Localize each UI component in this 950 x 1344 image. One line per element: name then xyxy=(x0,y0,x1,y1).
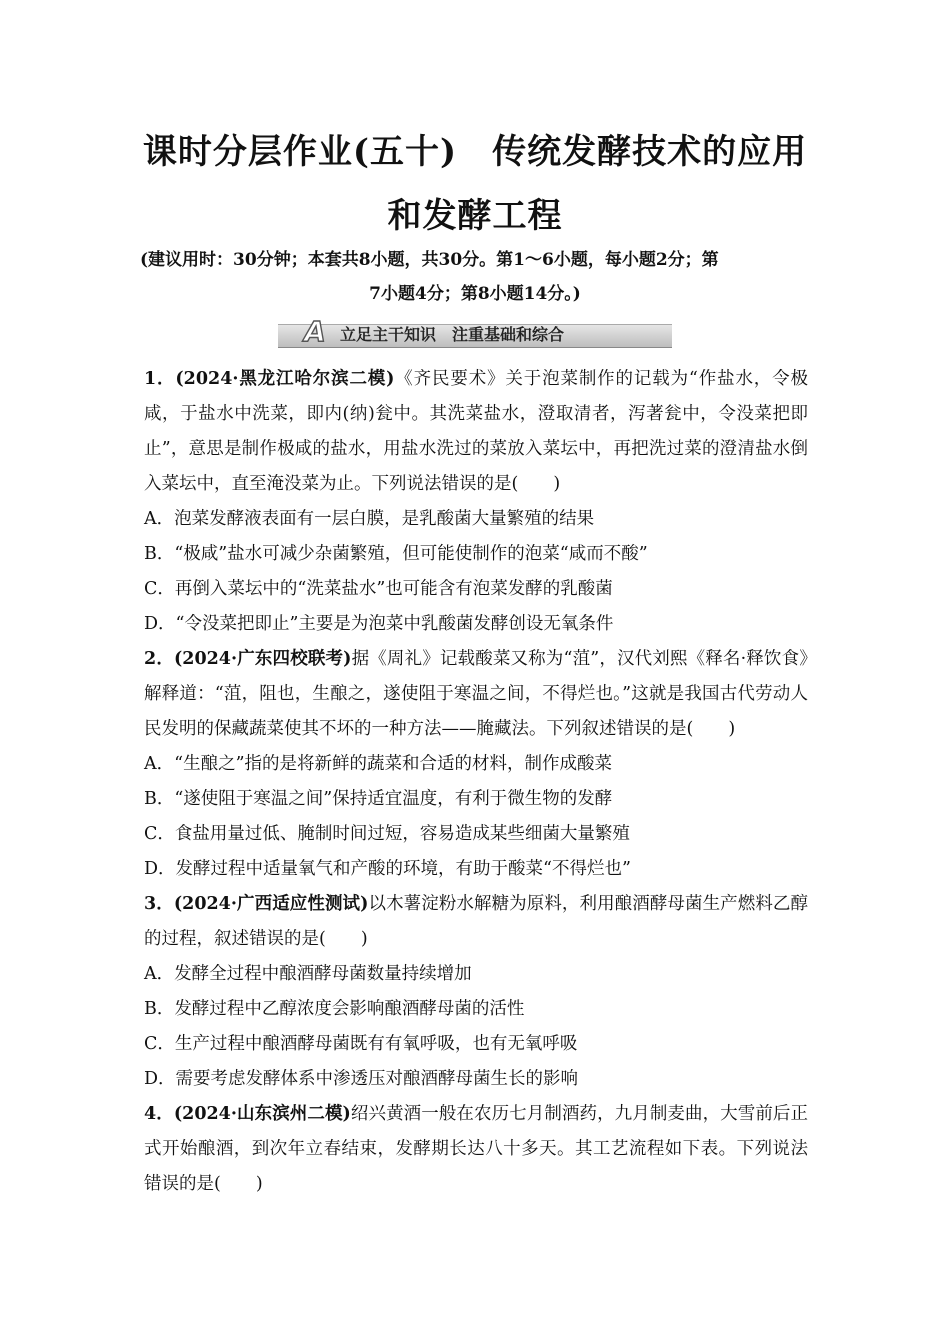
question-text: 以木薯淀粉水解糖为原料，利用酿酒酵母菌生产燃料乙醇的过程，叙述错误的是( ) xyxy=(144,894,809,949)
question-item xyxy=(144,887,808,1097)
question-item xyxy=(144,362,808,642)
option-b: B．发酵过程中乙醇浓度会影响酿酒酵母菌的活性 xyxy=(144,999,525,1019)
option-b: B．“遂使阻于寒温之间”保持适宜温度，有利于微生物的发酵 xyxy=(144,789,613,809)
question-number: 2． xyxy=(144,649,174,669)
question-stem xyxy=(144,1097,808,1202)
question-stem xyxy=(144,642,808,747)
question-item xyxy=(144,642,808,887)
question-text: 据《周礼》记载酸菜又称为“菹”，汉代刘熙《释名·释饮食》解释道：“菹，阻也，生酿之，遂使阻于寒温之间，不得烂也。”这就是我国古代劳动人民发明的保藏蔬菜使其不坏的一种方法——腌藏法。下列叙述错误的是( ) xyxy=(144,649,808,739)
question-text: 绍兴黄酒一般在农历七月制酒药，九月制麦曲，大雪前后正式开始酿酒，到次年立春结束，发酵期长达八十多天。其工艺流程如下表。下列说法错误的是( ) xyxy=(144,1104,809,1194)
option-c: C．生产过程中酿酒酵母菌既有有氧呼吸，也有无氧呼吸 xyxy=(144,1034,578,1054)
section-a-icon: A xyxy=(304,315,326,348)
option-c: C．食盐用量过低、腌制时间过短，容易造成某些细菌大量繁殖 xyxy=(144,824,630,844)
question-text: 《齐民要术》关于泡菜制作的记载为“作盐水，令极咸，于盐水中洗菜，即内(纳)瓮中。其洗菜盐水，澄取清者，泻著瓮中，令没菜把即止”，意思是制作极咸的盐水，用盐水洗过的菜放入菜坛中，再把洗过菜的澄清盐水倒入菜坛中，直至淹没菜为止。下列说法错误的是( ) xyxy=(144,369,809,494)
option-d: D．发酵过程中适量氧气和产酸的环境，有助于酸菜“不得烂也” xyxy=(144,859,631,879)
page-title: 课时分层作业(五十) 传统发酵技术的应用 xyxy=(142,132,808,172)
question-stem xyxy=(144,887,808,957)
question-number: 1． xyxy=(144,369,176,389)
question-number: 4． xyxy=(144,1104,174,1124)
question-source: (2024·广西适应性测试) xyxy=(173,894,369,914)
time-note: (建议用时：30分钟；本套共8小题，共30分。第1～6小题，每小题2分；第 xyxy=(140,250,719,270)
option-d: D．“令没菜把即止”主要是为泡菜中乳酸菌发酵创设无氧条件 xyxy=(144,614,614,634)
page-title-line-2: 和发酵工程 xyxy=(387,196,563,236)
question-stem xyxy=(144,362,808,502)
question-source: (2024·黑龙江哈尔滨二模) xyxy=(175,369,395,389)
option-a: A．发酵全过程中酿酒酵母菌数量持续增加 xyxy=(144,964,472,984)
banner-label: 立足主干知识 注重基础和综合 xyxy=(340,325,565,344)
question-list xyxy=(144,362,808,1202)
option-a: A．“生酿之”指的是将新鲜的蔬菜和合适的材料，制作成酸菜 xyxy=(144,754,613,774)
question-source: (2024·广东四校联考) xyxy=(174,649,352,669)
option-c: C．再倒入菜坛中的“洗菜盐水”也可能含有泡菜发酵的乳酸菌 xyxy=(144,579,613,599)
section-banner xyxy=(278,316,672,350)
question-source: (2024·山东滨州二模) xyxy=(173,1104,351,1124)
option-d: D．需要考虑发酵体系中渗透压对酿酒酵母菌生长的影响 xyxy=(144,1069,579,1089)
question-item xyxy=(144,1097,808,1202)
question-number: 3． xyxy=(144,894,174,914)
time-note-line-2: 7小题4分；第8小题14分。) xyxy=(369,284,581,304)
option-a: A．泡菜发酵液表面有一层白膜，是乳酸菌大量繁殖的结果 xyxy=(144,509,595,529)
option-b: B．“极咸”盐水可减少杂菌繁殖，但可能使制作的泡菜“咸而不酸” xyxy=(144,544,648,564)
